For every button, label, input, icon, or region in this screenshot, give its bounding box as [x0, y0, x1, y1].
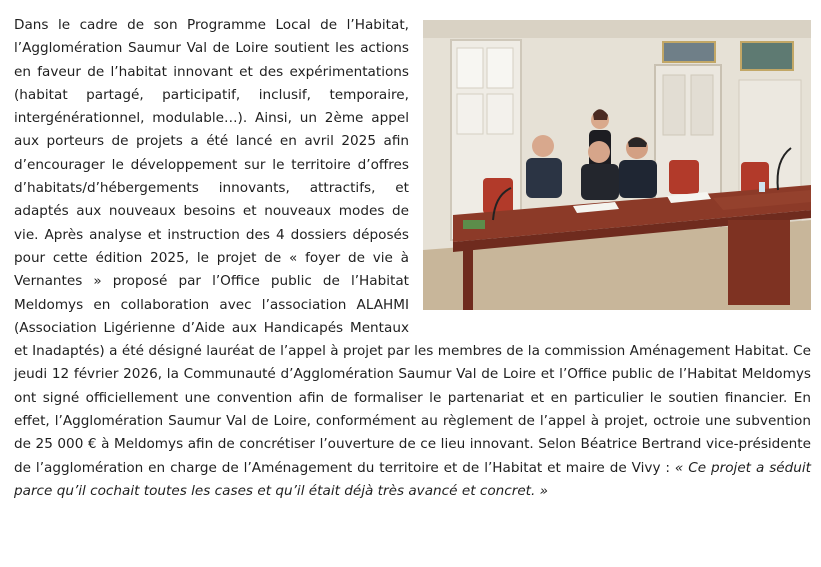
- painting-right: [741, 42, 793, 70]
- article: [14, 14, 811, 503]
- booklet: [463, 220, 485, 229]
- water-glass: [759, 182, 765, 192]
- article-paragraph: Dans le cadre de son Programme Local de l’Habitat, l’Agglomération Saumur Val de Loire soutient les actions en faveur de l’habitat innovant et des expérimentations (habitat partagé, participatif, inclusif, temporaire, intergénérationnel, modulable…). Ainsi, un 2ème appel aux porteurs de projets a été lancé en avril 2025 afin d’encourager le développement sur le territoire d’offres d’habitats/d’hébergements innovants, attractifs, et adaptés aux nouveaux besoins et nouveaux modes de vie. Après analyse et instruction des 4 dossiers déposés pour cette édition 2025, le projet de « foyer de vie à Vernantes » proposé par l’Office public de l’Habitat Meldomys en collaboration avec l’association ALAHMI (Association Ligérienne d’Aide aux Handicapés Mentaux et Inadaptés) a été désigné lauréat de l’appel à projet par les membres de la commission Aménagement Habitat. Ce jeudi 12 février 2026, la Communauté d’Agglomération Saumur Val de Loire et l’Office public de l’Habitat Meldomys ont signé officiellement une convention afin de formaliser le partenariat et en particulier le soutien financier. En effet, l’Agglomération Saumur Val de Loire, conformément au règlement de l’appel à projet, octroie une subvention de 25 000 € à Meldomys afin de concrétiser l’ouverture de ce lieu innovant. Selon Béatrice Bertrand vice-présidente de l’agglomération en charge de l’Aménagement du territoire et de l’Habitat et maire de Vivy :: [14, 17, 811, 476]
- painting-left: [663, 42, 715, 62]
- signing-photo-illustration: [423, 20, 811, 310]
- signing-photo: [423, 20, 811, 310]
- ceiling-molding: [423, 20, 811, 38]
- chair: [669, 160, 699, 194]
- chair: [483, 178, 513, 214]
- article-quote: « Ce projet a séduit parce qu’il cochait toutes les cases et qu’il était déjà très avancé et concret. »: [14, 459, 811, 499]
